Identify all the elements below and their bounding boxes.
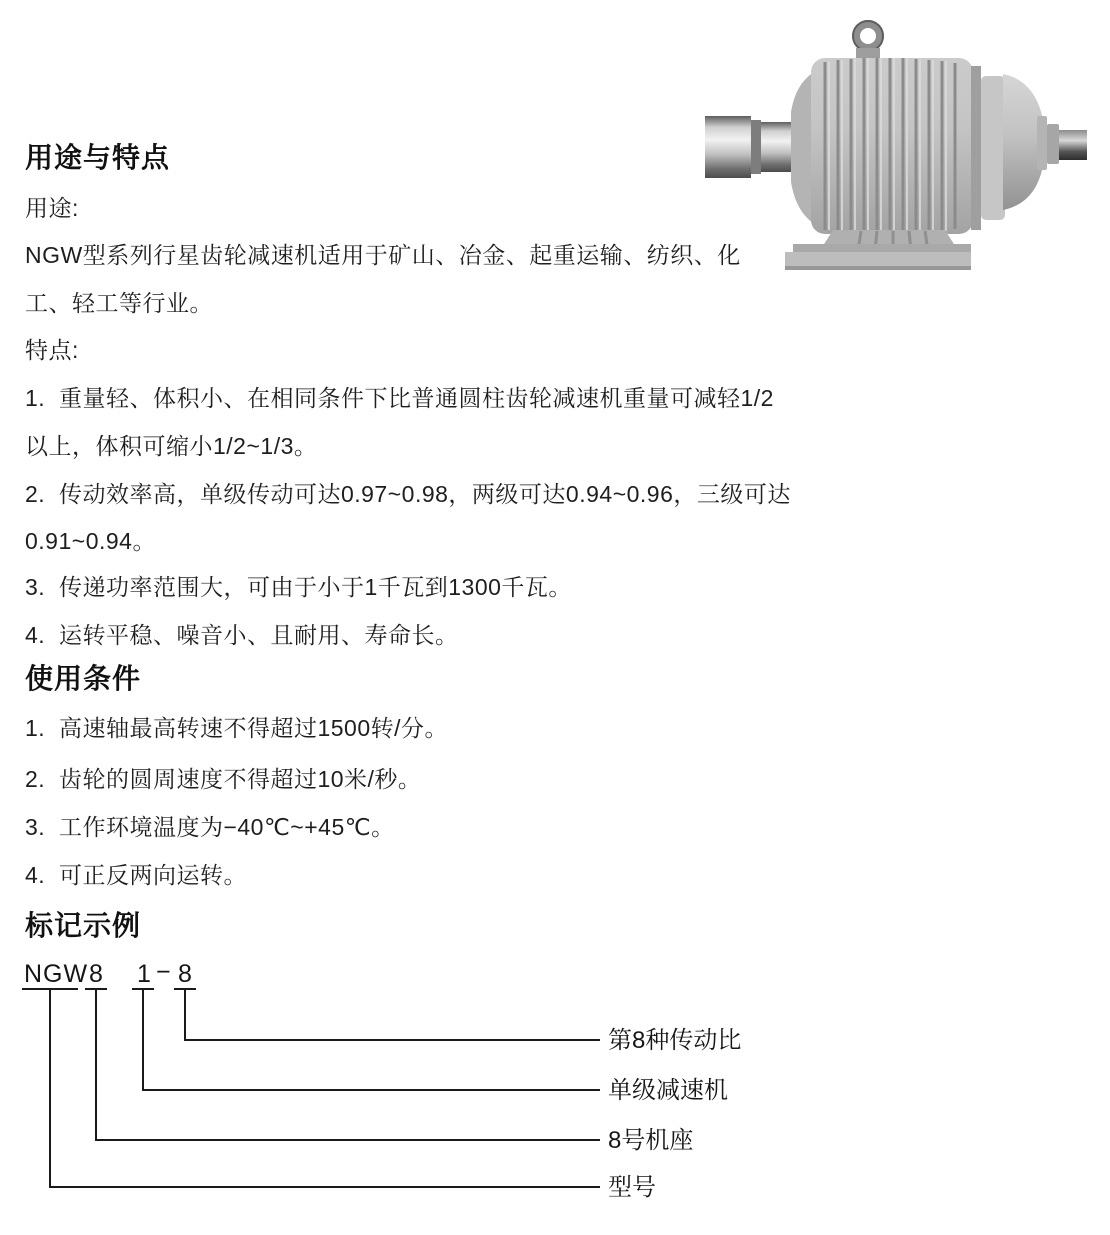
- output-flange: [971, 66, 1005, 230]
- section-heading-usage-features: 用途与特点: [25, 142, 171, 173]
- ribbed-housing: [811, 58, 973, 234]
- condition-item: 1. 高速轴最高转速不得超过1500转/分。: [25, 715, 449, 741]
- marking-code-dash: −: [156, 958, 171, 986]
- mounting-base: [785, 230, 971, 270]
- feature-item-line: 3. 传递功率范围大，可由于小于1千瓦到1300千瓦。: [25, 574, 572, 600]
- marking-example-diagram: [0, 950, 780, 1230]
- marking-code-model: NGW: [24, 960, 89, 988]
- callout-model: 型号: [608, 1174, 656, 1201]
- section-heading-marking: 标记示例: [25, 910, 142, 941]
- callout-frame: 8号机座: [608, 1127, 694, 1154]
- callout-ratio: 第8种传动比: [608, 1027, 742, 1054]
- callout-stage: 单级减速机: [608, 1077, 728, 1104]
- feature-item-line: 2. 传动效率高，单级传动可达0.97~0.98，两级可达0.94~0.96，三级可达: [25, 481, 791, 507]
- marking-code-ratio: 8: [178, 960, 192, 988]
- condition-item: 4. 可正反两向运转。: [25, 862, 247, 888]
- condition-item: 3. 工作环境温度为−40℃~+45℃。: [25, 814, 395, 840]
- usage-text-line: 工、轻工等行业。: [25, 290, 213, 316]
- dome-steps: [1037, 116, 1059, 170]
- left-shaft: [705, 116, 791, 178]
- product-photo: [693, 12, 1093, 270]
- feature-item-line: 1. 重量轻、体积小、在相同条件下比普通圆柱齿轮减速机重量可减轻1/2: [25, 385, 774, 411]
- marking-code: [24, 958, 192, 988]
- usage-text-line: NGW型系列行星齿轮减速机适用于矿山、冶金、起重运输、纺织、化: [25, 242, 741, 268]
- section-heading-conditions: 使用条件: [25, 663, 142, 694]
- features-label: 特点:: [25, 337, 79, 363]
- marking-callouts: [608, 1027, 741, 1201]
- feature-item-line: 4. 运转平稳、噪音小、且耐用、寿命长。: [25, 622, 459, 648]
- usage-label: 用途:: [25, 195, 79, 221]
- marking-code-frame: 8: [89, 960, 103, 988]
- condition-item: 2. 齿轮的圆周速度不得超过10米/秒。: [25, 766, 422, 792]
- marking-code-stage: 1: [137, 960, 151, 988]
- lifting-eye-icon: [852, 20, 884, 62]
- feature-item-line: 0.91~0.94。: [25, 528, 156, 554]
- right-shaft: [1059, 130, 1087, 160]
- feature-item-line: 以上，体积可缩小1/2~1/3。: [25, 433, 318, 459]
- marking-connectors: [50, 989, 600, 1187]
